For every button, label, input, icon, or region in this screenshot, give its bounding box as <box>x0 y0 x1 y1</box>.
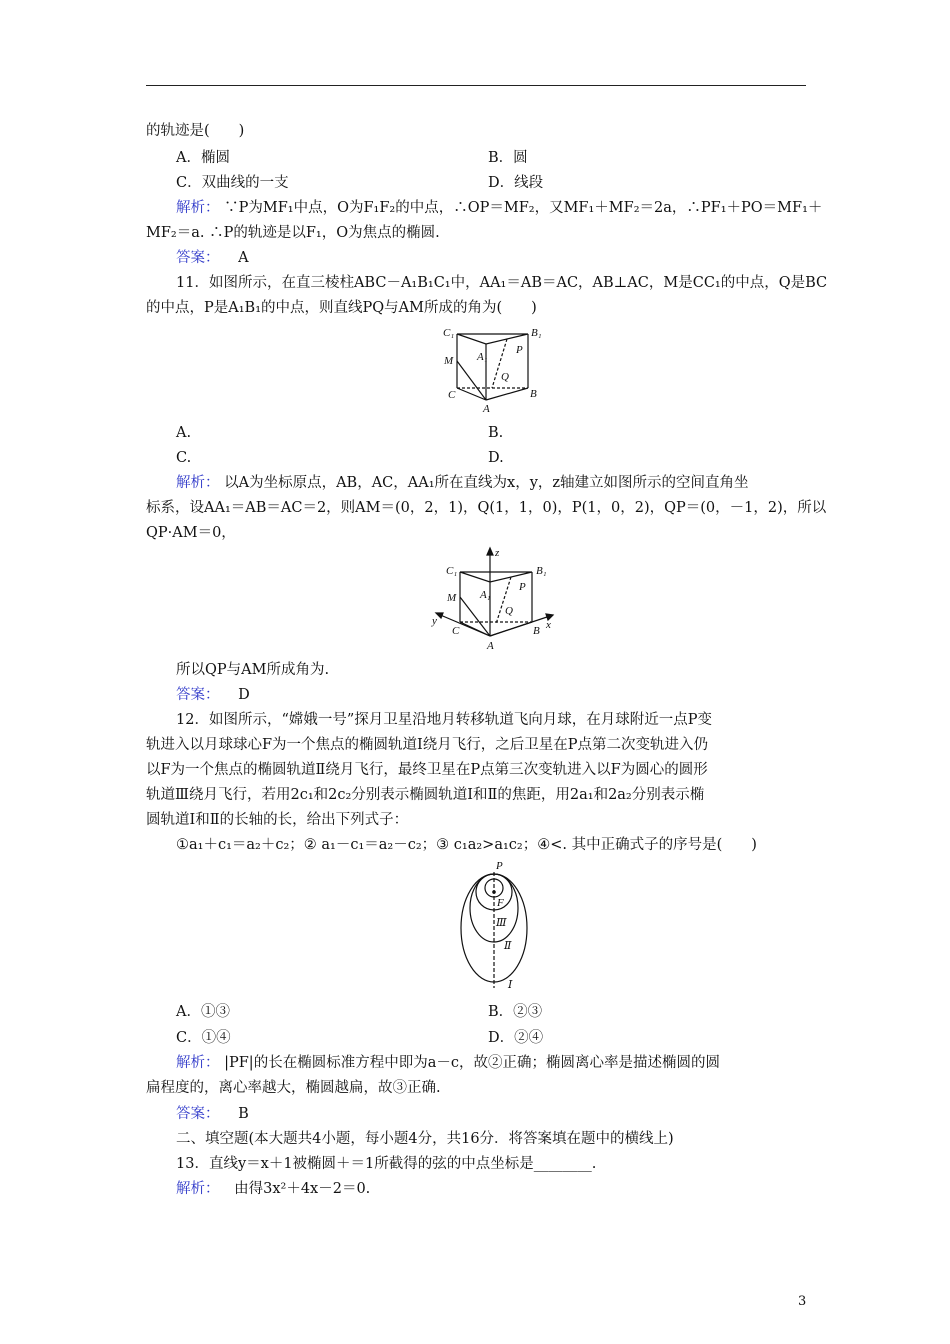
q10-option-b: B．圆 <box>488 150 528 166</box>
q10-analysis-label: 解析： <box>176 200 220 216</box>
z-arrow <box>487 548 493 555</box>
focus-point <box>492 890 496 894</box>
q10-stem-tail: 的轨迹是( ) <box>146 123 245 139</box>
q11-answer: D <box>238 687 250 703</box>
q13-analysis-label: 解析： <box>176 1181 220 1197</box>
q12-analysis-line2: 扁程度的，离心率越大，椭圆越扁，故③正确. <box>146 1080 441 1096</box>
section-heading: 二、填空题(本大题共4小题，每小题4分，共16分．将答案填在题中的横线上) <box>176 1131 674 1147</box>
axis-label-y: y <box>432 615 437 627</box>
edge-ca <box>460 622 490 636</box>
label-c1: C₁ <box>446 565 458 577</box>
label-orbit-iii: Ⅲ <box>496 917 507 929</box>
q12-stem-line6: ①a₁＋c₁＝a₂＋c₂；② a₁－c₁＝a₂－c₂；③ c₁a₂>a₁c₂；④<. 其中正确式子的序号是( ) <box>176 837 757 853</box>
q12-option-a: A．①③ <box>176 1004 230 1020</box>
edge-ab <box>486 388 528 400</box>
label-a1: A₁ <box>477 351 488 363</box>
q12-answer: B <box>238 1106 249 1122</box>
q10-option-a: A．椭圆 <box>176 150 230 166</box>
label-b1: B₁ <box>531 327 542 339</box>
label-q: Q <box>501 371 509 383</box>
axis-label-x: x <box>546 619 551 631</box>
q10-analysis-line2: MF₂＝a. ∴P的轨迹是以F₁，O为焦点的椭圆. <box>146 225 440 241</box>
q12-option-d: D．②④ <box>488 1030 544 1046</box>
q11-answer-label: 答案： <box>176 687 220 703</box>
q12-stem-line3: 以F为一个焦点的椭圆轨道Ⅱ绕月飞行，最终卫星在P点第三次变轨进入以F为圆心的圆形 <box>146 762 708 778</box>
label-a1: A₁ <box>480 589 491 601</box>
q11-analysis-line3: QP·AM＝0， <box>146 525 236 541</box>
edge-ab <box>490 622 532 636</box>
y-arrow <box>436 613 443 618</box>
label-m: M <box>444 355 454 367</box>
header-rule <box>146 85 806 86</box>
q11-analysis-line2: 标系，设AA₁＝AB＝AC＝2，则AM＝(0，2，1)，Q(1，1，0)，P(1，0，2)，QP＝(0，－1，2)，所以 <box>146 500 827 516</box>
q12-analysis-label: 解析： <box>176 1055 220 1071</box>
label-orbit-ii: Ⅱ <box>504 940 512 952</box>
q13-analysis: 由得3x²＋4x－2＝0. <box>234 1181 371 1197</box>
q12-stem-line4: 轨道Ⅲ绕月飞行，若用2c₁和2c₂分别表示椭圆轨道Ⅰ和Ⅱ的焦距，用2a₁和2a₂分别表示椭 <box>146 787 705 803</box>
label-c: C <box>452 625 460 637</box>
label-p: P <box>516 344 523 356</box>
orbit-figure <box>454 858 534 992</box>
label-m: M <box>447 592 457 604</box>
prism-axes-figure <box>428 544 563 654</box>
q12-answer-label: 答案： <box>176 1106 220 1122</box>
q10-analysis-line1: ∵P为MF₁中点，O为F₁F₂的中点，∴OP＝MF₂，又MF₁＋MF₂＝2a，∴PF₁＋PO＝MF₁＋ <box>224 200 823 216</box>
label-a: A <box>487 640 494 652</box>
label-q: Q <box>505 605 513 617</box>
label-a: A <box>483 403 490 414</box>
label-c1: C₁ <box>443 327 455 339</box>
label-f: F <box>497 897 504 909</box>
label-b1: B₁ <box>536 565 547 577</box>
label-p: P <box>496 860 503 872</box>
q11-option-b: B. <box>488 425 504 441</box>
q11-stem-line1: 11．如图所示，在直三棱柱ABC－A₁B₁C₁中，AA₁＝AB＝AC，AB⊥AC，M是CC₁的中点，Q是BC <box>176 275 828 291</box>
q11-stem-line2: 的中点，P是A₁B₁的中点，则直线PQ与AM所成的角为( ) <box>146 300 537 316</box>
q10-option-d: D．线段 <box>488 175 544 191</box>
top-face <box>457 334 528 344</box>
q12-option-b: B．②③ <box>488 1004 543 1020</box>
q12-option-c: C．①④ <box>176 1030 231 1046</box>
q12-stem-line5: 圆轨道Ⅰ和Ⅱ的长轴的长，给出下列式子： <box>146 812 409 828</box>
page-number: 3 <box>798 1294 807 1309</box>
label-b: B <box>530 388 537 400</box>
label-p: P <box>519 581 526 593</box>
q10-option-c: C．双曲线的一支 <box>176 175 289 191</box>
q10-answer-label: 答案： <box>176 250 220 266</box>
q11-analysis-label: 解析： <box>176 475 220 491</box>
q13-stem: 13．直线y＝x＋1被椭圆＋＝1所截得的弦的中点坐标是________. <box>176 1156 597 1172</box>
label-c: C <box>448 389 456 401</box>
q11-analysis-line1: 以A为坐标原点，AB，AC，AA₁所在直线为x，y，z轴建立如图所示的空间直角坐 <box>224 475 749 491</box>
q11-option-a: A. <box>176 425 192 441</box>
prism-figure <box>430 322 560 414</box>
q10-answer: A <box>238 250 249 266</box>
q12-stem-line1: 12．如图所示，“嫦娥一号”探月卫星沿地月转移轨道飞向月球，在月球附近一点P变 <box>176 712 713 728</box>
q11-conclusion: 所以QP与AM所成角为. <box>176 662 330 678</box>
label-orbit-i: Ⅰ <box>508 979 513 991</box>
label-b: B <box>533 625 540 637</box>
q12-analysis-line1: |PF|的长在椭圆标准方程中即为a－c，故②正确；椭圆离心率是描述椭圆的圆 <box>224 1055 720 1071</box>
axis-label-z: z <box>495 547 500 559</box>
q11-option-d: D. <box>488 450 504 466</box>
q12-stem-line2: 轨进入以月球球心F为一个焦点的椭圆轨道Ⅰ绕月飞行，之后卫星在P点第二次变轨进入仍 <box>146 737 709 753</box>
q11-option-c: C. <box>176 450 192 466</box>
